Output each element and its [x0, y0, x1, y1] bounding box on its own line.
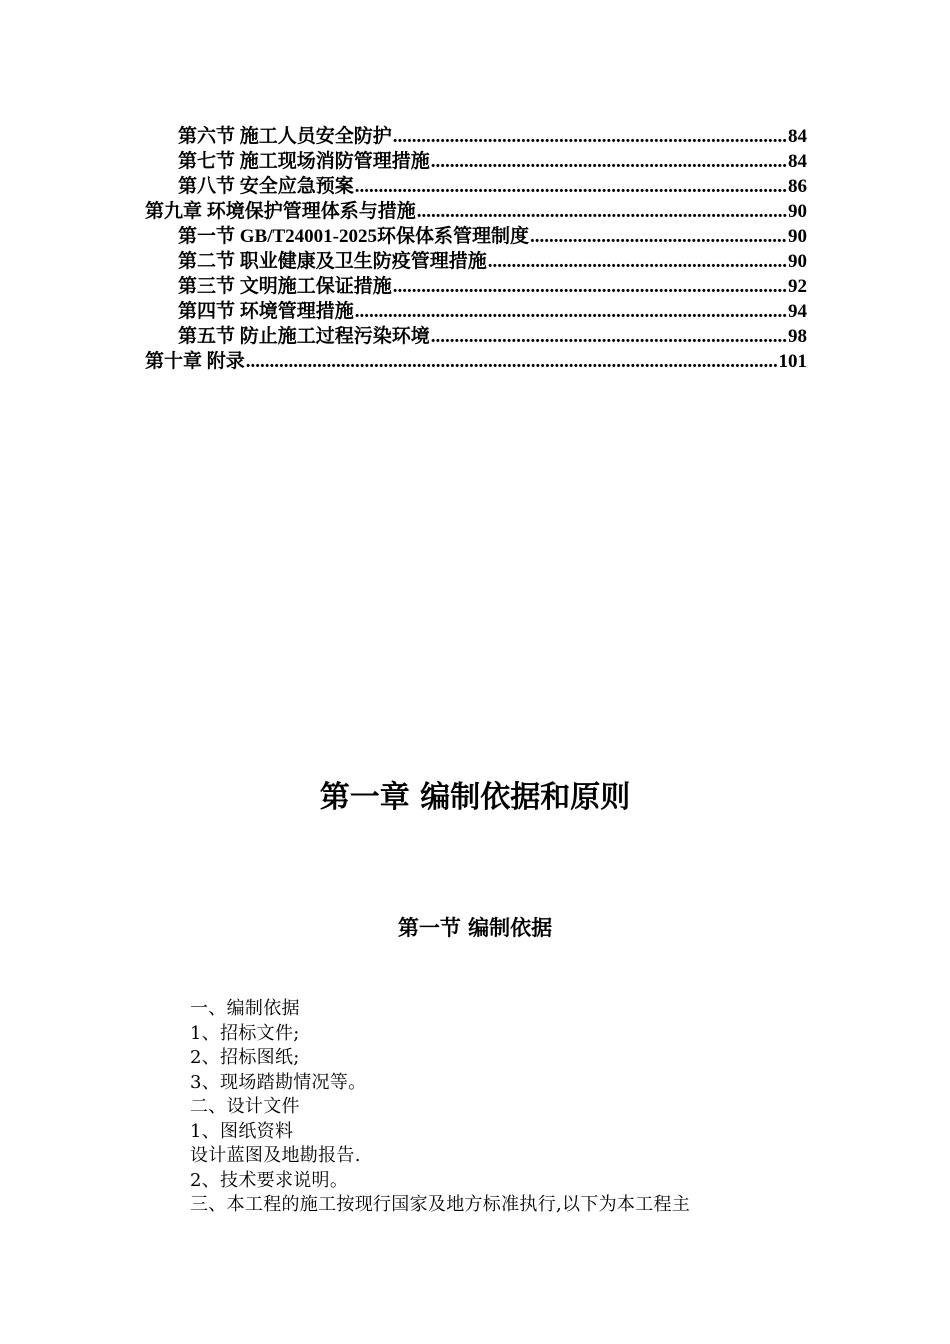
toc-entry-title: 第二节 职业健康及卫生防疫管理措施 — [178, 251, 487, 272]
toc-dot-leader — [431, 324, 787, 349]
toc-entry-page: 84 — [788, 151, 807, 172]
toc-entry-title: 第一节 GB/T24001-2025环保体系管理制度 — [178, 226, 529, 247]
toc-entry-title: 第三节 文明施工保证措施 — [178, 276, 392, 297]
toc-dot-leader — [393, 124, 787, 149]
toc-entry-page: 90 — [788, 201, 807, 222]
toc-entry-title: 第八节 安全应急预案 — [178, 176, 354, 197]
chapter-heading: 第一章 编制依据和原则 — [319, 780, 631, 815]
toc-entry-title: 第六节 施工人员安全防护 — [178, 126, 392, 147]
toc-dot-leader — [355, 299, 787, 324]
toc-entry[interactable] — [145, 249, 807, 274]
toc-entry[interactable] — [145, 324, 807, 349]
body-line: 2、技术要求说明。 — [190, 1169, 349, 1191]
toc-entry[interactable] — [145, 124, 807, 149]
toc-entry-page: 90 — [788, 251, 807, 272]
toc-entry[interactable] — [145, 149, 807, 174]
body-line: 3、现场踏勘情况等。 — [190, 1071, 367, 1093]
toc-entry-page: 86 — [788, 176, 807, 197]
toc-entry[interactable] — [145, 199, 807, 224]
body-text — [190, 997, 820, 1218]
toc-entry-title: 第十章 附录 — [145, 351, 245, 372]
table-of-contents — [145, 124, 807, 374]
toc-dot-leader — [530, 224, 787, 249]
toc-entry-page: 84 — [788, 126, 807, 147]
body-line: 1、图纸资料 — [190, 1120, 294, 1142]
toc-dot-leader — [393, 274, 787, 299]
toc-entry-title: 第五节 防止施工过程污染环境 — [178, 326, 430, 347]
section-heading: 第一节 编制依据 — [397, 916, 553, 940]
toc-entry[interactable] — [145, 299, 807, 324]
toc-entry-page: 98 — [788, 326, 807, 347]
body-line: 设计蓝图及地勘报告. — [190, 1145, 361, 1166]
toc-entry[interactable] — [145, 349, 807, 374]
toc-entry[interactable] — [145, 224, 807, 249]
toc-entry-page: 92 — [788, 276, 807, 297]
toc-entry[interactable] — [145, 174, 807, 199]
toc-entry-page: 90 — [788, 226, 807, 247]
toc-entry-title: 第九章 环境保护管理体系与措施 — [145, 201, 416, 222]
body-line: 1、招标文件; — [190, 1022, 300, 1044]
toc-dot-leader — [488, 249, 787, 274]
toc-entry-title: 第七节 施工现场消防管理措施 — [178, 151, 430, 172]
body-line: 二、设计文件 — [190, 1096, 300, 1117]
toc-entry-title: 第四节 环境管理措施 — [178, 301, 354, 322]
toc-entry-page: 101 — [778, 351, 807, 372]
toc-dot-leader — [355, 174, 787, 199]
body-line: 2、招标图纸; — [190, 1047, 300, 1068]
body-line: 一、编制依据 — [190, 998, 300, 1019]
toc-entry[interactable] — [145, 274, 807, 299]
toc-dot-leader — [246, 349, 778, 374]
body-line: 三、本工程的施工按现行国家及地方标准执行,以下为本工程主 — [190, 1194, 691, 1215]
toc-dot-leader — [431, 149, 787, 174]
toc-dot-leader — [417, 199, 787, 224]
toc-entry-page: 94 — [788, 301, 807, 322]
